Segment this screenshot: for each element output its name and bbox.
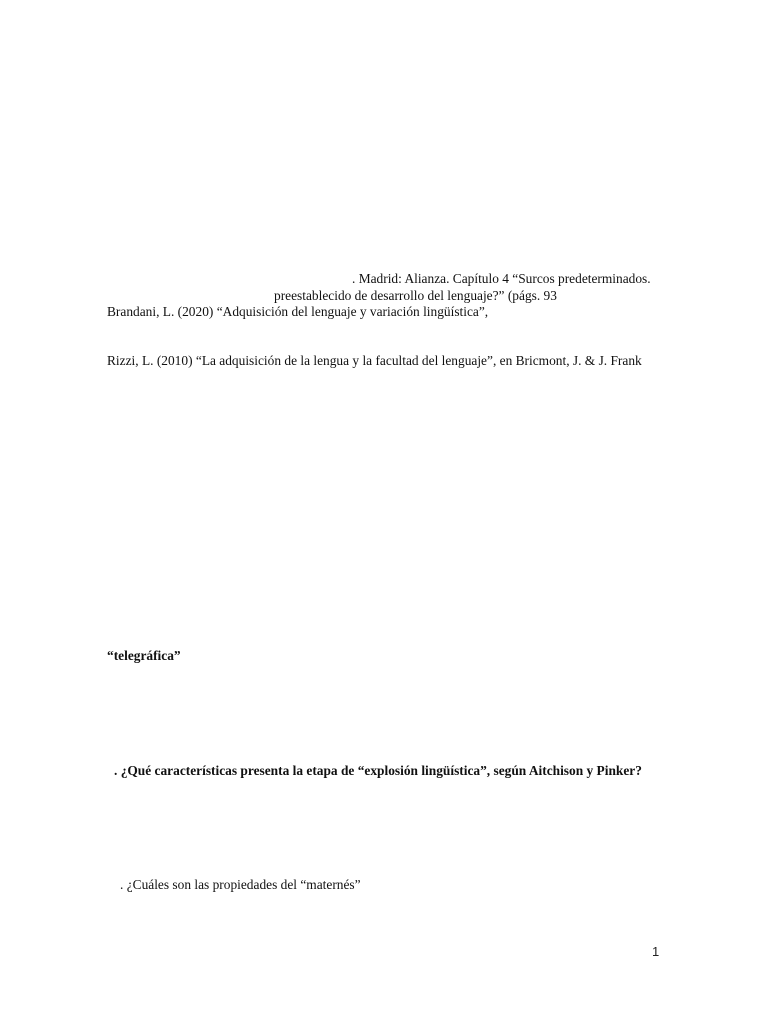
reference-brandani: Brandani, L. (2020) “Adquisición del lenguaje y variación lingüística”,	[107, 304, 489, 319]
term-telegrafica: “telegráfica”	[107, 648, 181, 663]
reference-aitchison-continuation: . Madrid: Alianza. Capítulo 4 “Surcos predeterminados.	[352, 271, 651, 286]
reference-rizzi: Rizzi, L. (2010) “La adquisición de la lengua y la facultad del lenguaje”, en Bricmont, J. & J. Frank	[107, 353, 642, 368]
page-number: 1	[652, 944, 660, 959]
reference-aitchison-line2: preestablecido de desarrollo del lenguaje?” (págs. 93	[274, 288, 557, 303]
question-maternes: . ¿Cuáles son las propiedades del “maternés”	[120, 877, 361, 892]
question-explosion-linguistica: . ¿Qué características presenta la etapa de “explosión lingüística”, según Aitchison y Pinker?	[114, 763, 642, 778]
